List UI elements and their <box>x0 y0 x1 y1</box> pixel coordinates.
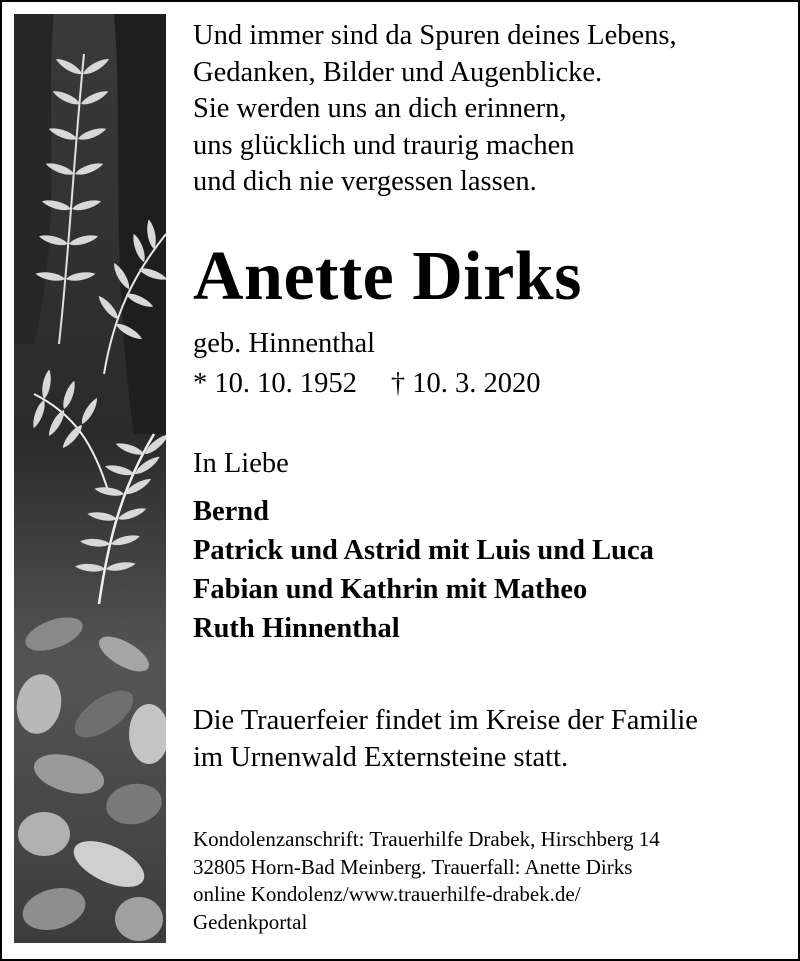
contact-line: online Kondolenz/www.trauerhilfe-drabek.de/ <box>193 882 581 906</box>
death-date: † 10. 3. 2020 <box>390 368 541 399</box>
poem-line: Sie werden uns an dich erinnern, <box>193 93 567 124</box>
fern-leaves-photo <box>14 14 166 943</box>
contact-line: Gedenkportal <box>193 909 308 934</box>
deceased-name: Anette Dirks <box>193 238 582 315</box>
ceremony-line: im Urnenwald Externsteine statt. <box>193 742 569 773</box>
contact-line: 32805 Horn-Bad Meinberg. Trauerfall: Anette Dirks <box>193 854 633 879</box>
poem-line: und dich nie vergessen lassen. <box>193 166 537 197</box>
poem-line: uns glücklich und traurig machen <box>193 129 575 161</box>
mourner-name: Patrick und Astrid mit Luis und Luca <box>193 535 654 566</box>
poem-line: Und immer sind da Spuren deines Lebens, <box>193 20 677 51</box>
mourners-list <box>193 492 654 648</box>
mourner-name: Fabian und Kathrin mit Matheo <box>193 574 588 605</box>
mourners-intro: In Liebe <box>193 448 289 479</box>
memorial-poem <box>193 18 677 201</box>
contact-line: Kondolenzanschrift: Trauerhilfe Drabek, Hirschberg 14 <box>193 827 660 851</box>
ceremony-notice <box>193 702 698 776</box>
poem-line: Gedanken, Bilder und Augenblicke. <box>193 56 603 88</box>
mourner-name: Bernd <box>193 496 270 527</box>
life-dates <box>193 366 541 402</box>
mourner-name: Ruth Hinnenthal <box>193 613 400 644</box>
birth-date: * 10. 10. 1952 <box>193 368 357 399</box>
condolence-contact <box>193 826 660 936</box>
maiden-name: geb. Hinnenthal <box>193 328 376 359</box>
ceremony-line: Die Trauerfeier findet im Kreise der Familie <box>193 705 698 736</box>
